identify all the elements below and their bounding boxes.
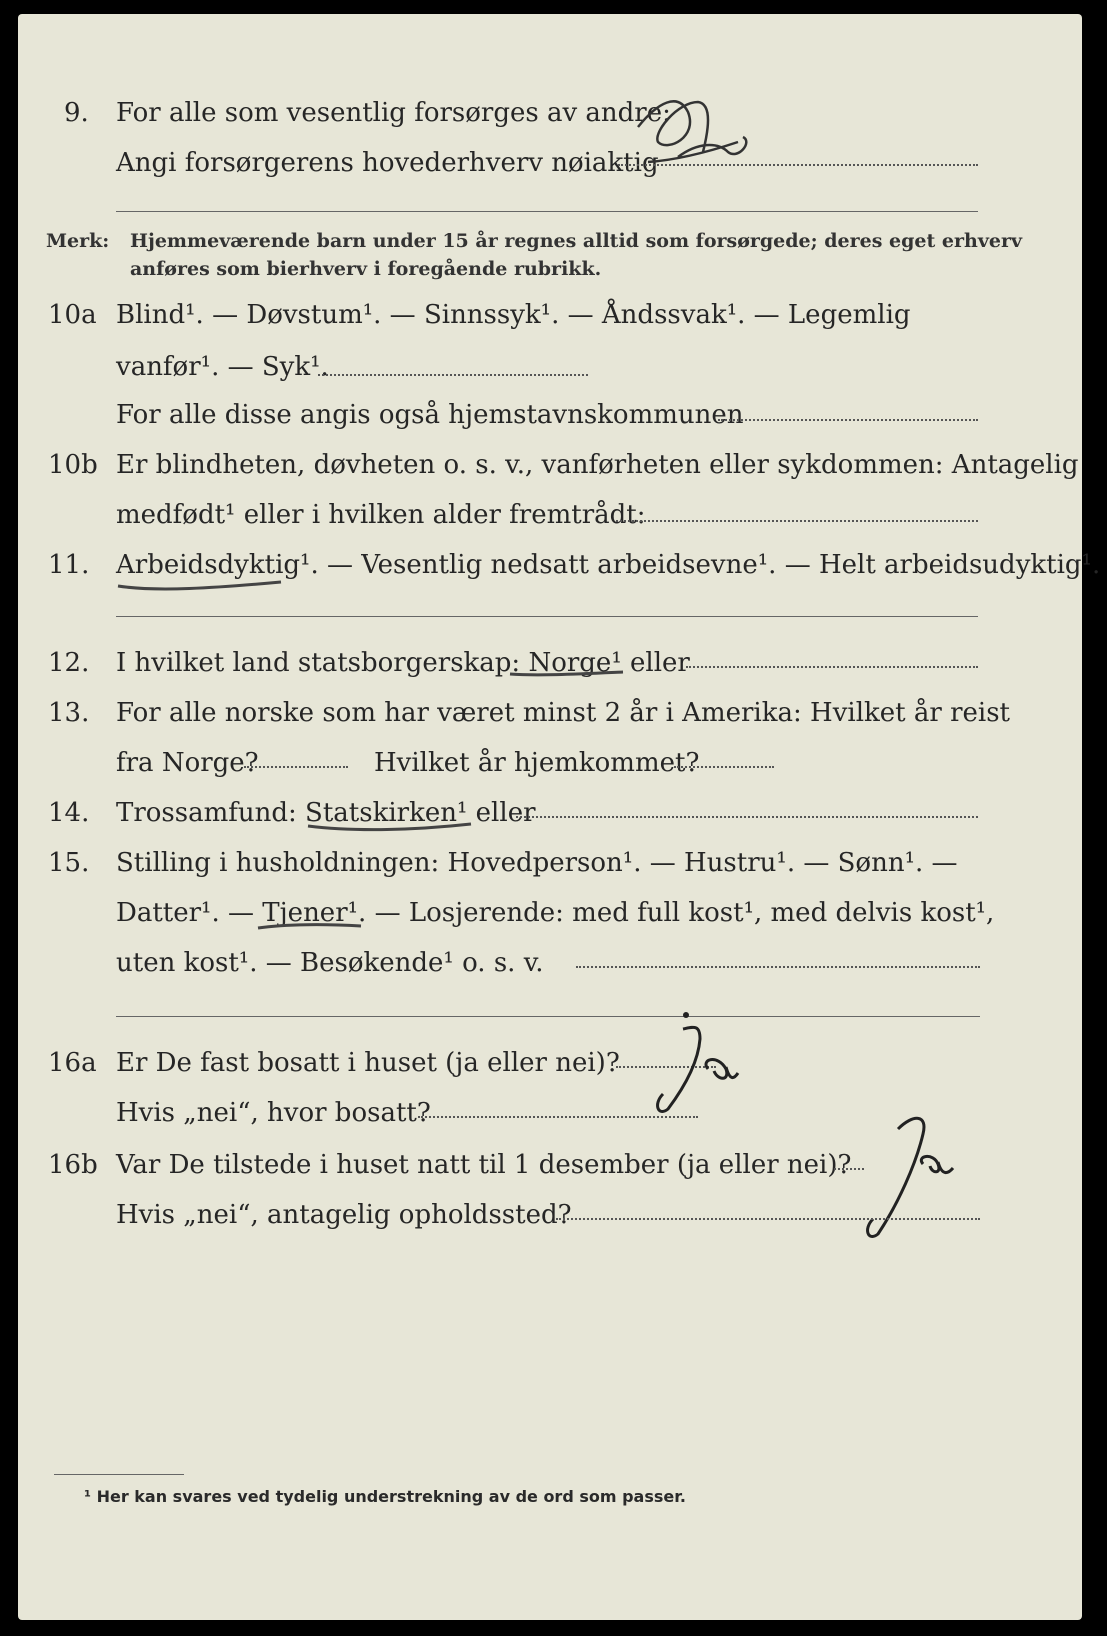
item-number-16a: 16a [48,1048,97,1078]
q13-line2b: Hvilket år hjemkommet? [374,748,700,778]
item-number-9: 9. [64,98,89,128]
q12-line1: I hvilket land statsborgerskap: Norge¹ eller [116,648,690,678]
item-number-11: 11. [48,550,90,580]
q10b-line2: medfødt¹ eller i hvilken alder fremtrådt: [116,500,646,530]
q11-line1: Arbeidsdyktig¹. — Vesentlig nedsatt arbeidsevne¹. — Helt arbeidsudyktig¹. [116,550,1101,580]
q9-separator [116,211,978,212]
q16b-handwritten-answer [838,1104,968,1244]
q13-return-line[interactable] [674,766,774,768]
item-number-14: 14. [48,798,90,828]
q14-line1: Trossamfund: Statskirken¹ eller [116,798,536,828]
q10a-line1: Blind¹. — Døvstum¹. — Sinnssyk¹. — Åndssvak¹. — Legemlig [116,300,911,330]
q15-line2: Datter¹. — Tjener¹. — Losjerende: med full kost¹, med delvis kost¹, [116,898,995,928]
q10b-line1: Er blindheten, døvheten o. s. v., vanførheten eller sykdommen: Antagelig [116,450,1079,480]
merk-line1: Hjemmeværende barn under 15 år regnes alltid som forsørgede; deres eget erhverv [130,230,1022,252]
merk-line2: anføres som bierhverv i foregående rubrikk. [130,258,602,280]
q9-handwritten-scribble [618,82,768,182]
q15-line3: uten kost¹. — Besøkende¹ o. s. v. [116,948,544,978]
q10a-line3: For alle disse angis også hjemstavnskommunen [116,400,744,430]
q9-line2: Angi forsørgerens hovederhverv nøiaktig [116,148,659,178]
q10a-answer-line[interactable] [318,374,588,376]
q10b-answer-line[interactable] [616,520,978,522]
q13-line2a: fra Norge? [116,748,259,778]
q13-departure-line[interactable] [244,766,348,768]
footnote-rule [54,1474,184,1475]
q13-line1: For alle norske som har været minst 2 år i Amerika: Hvilket år reist [116,698,1010,728]
merk-label: Merk: [46,230,110,252]
q10a-hometown-line[interactable] [718,419,978,421]
q16b-line1: Var De tilstede i huset natt til 1 desember (ja eller nei)? [116,1150,852,1180]
census-form-page [18,14,1101,1620]
q11-underline-mark [116,570,286,600]
item-number-12: 12. [48,648,90,678]
q16b-line2: Hvis „nei“, antagelig opholdssted? [116,1200,572,1230]
footnote-text: ¹ Her kan svares ved tydelig understrekning av de ord som passer. [84,1487,686,1506]
q14-answer-line[interactable] [516,816,978,818]
q16b-location-line[interactable] [556,1218,980,1220]
item-number-10b: 10b [48,450,98,480]
q16a-handwritten-answer [638,1009,768,1119]
q16a-line1: Er De fast bosatt i huset (ja eller nei)? [116,1048,620,1078]
q10a-line2: vanfør¹. — Syk¹. [116,352,329,382]
q15-underline-mark [256,916,366,936]
item-number-10a: 10a [48,300,97,330]
item-number-13: 13. [48,698,90,728]
q15-separator [116,1016,980,1017]
q12-underline-mark [508,664,628,684]
item-number-15: 15. [48,848,90,878]
item-number-16b: 16b [48,1150,98,1180]
q11-separator [116,616,978,617]
q15-line1: Stilling i husholdningen: Hovedperson¹. — Hustru¹. — Sønn¹. — [116,848,958,878]
q9-line1: For alle som vesentlig forsørges av andre: [116,98,671,128]
q14-underline-mark [306,816,476,840]
q16a-residence-line[interactable] [418,1116,698,1118]
q16a-line2: Hvis „nei“, hvor bosatt? [116,1098,431,1128]
q12-answer-line[interactable] [686,666,978,668]
q15-answer-line[interactable] [576,966,980,968]
